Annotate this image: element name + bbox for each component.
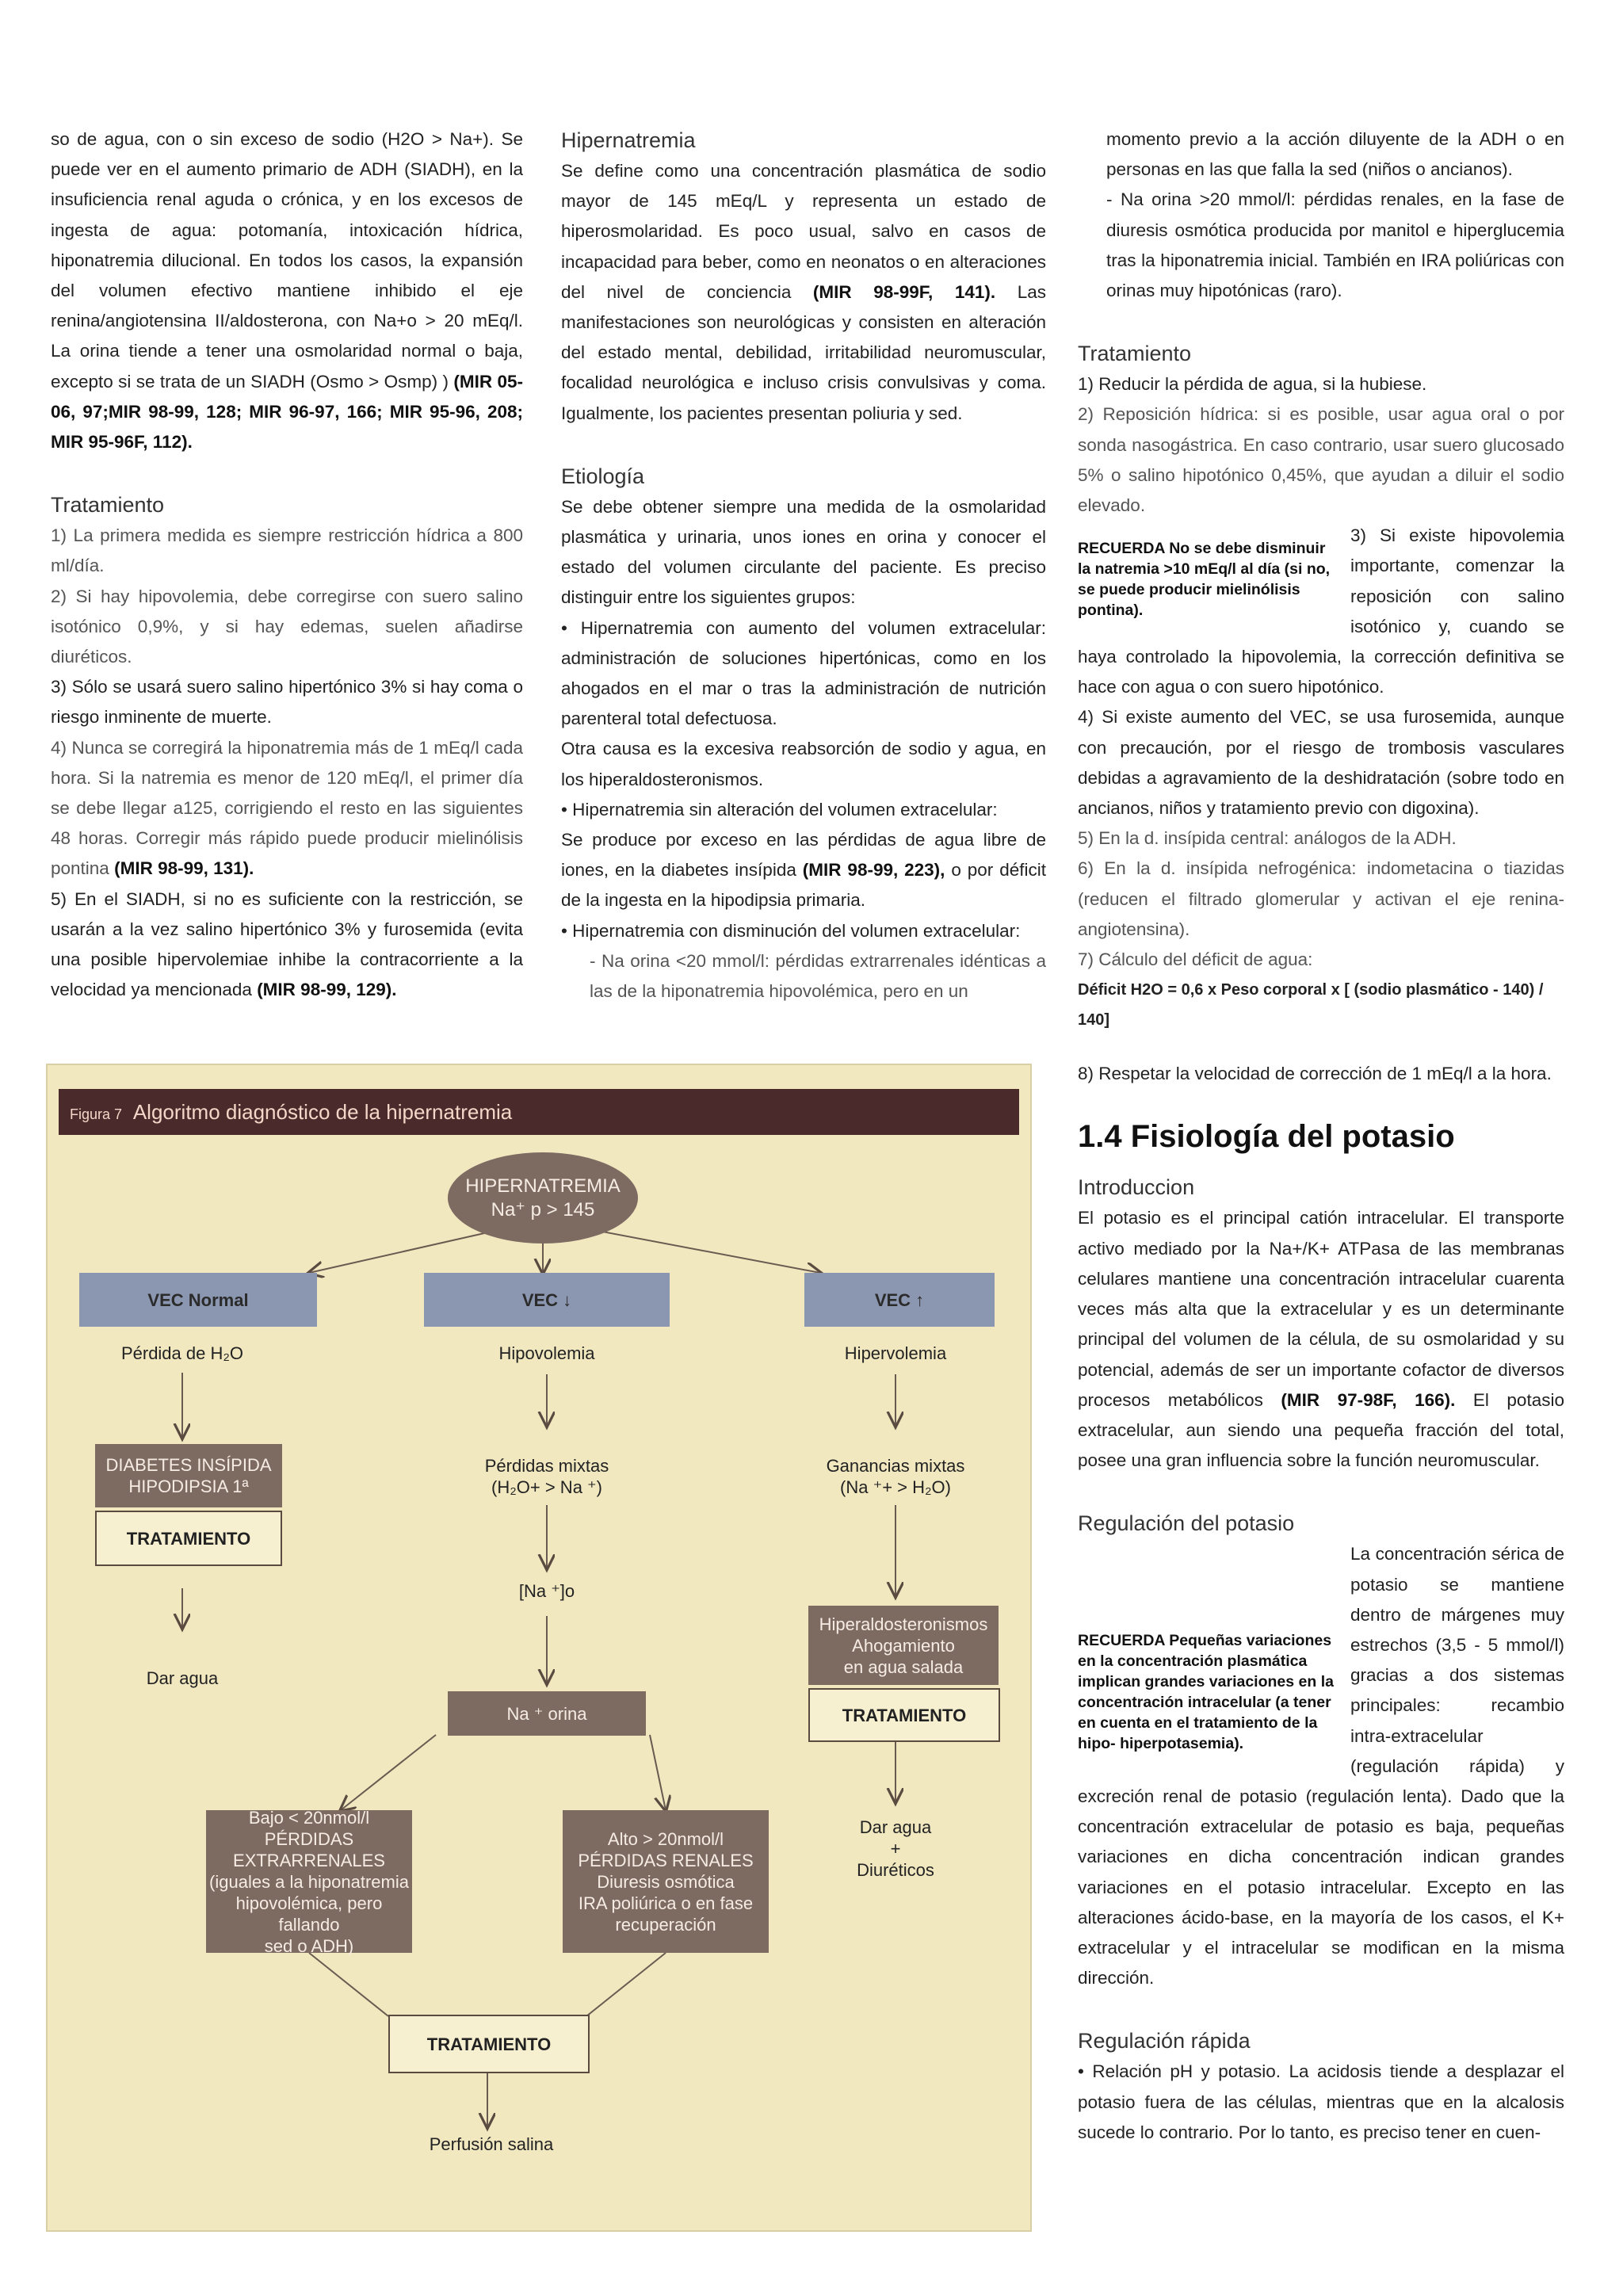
- paragraph: - Na orina <20 mmol/l: pérdidas extrarrenales idénticas a las de la hiponatremia hipovolémica, pero en un: [590, 950, 1046, 1002]
- paragraph: • Relación pH y potasio. La acidosis tiende a desplazar el potasio fuera de las células, mientras que en la alcalosis sucede lo contrario. Por lo tanto, es preciso tener en cuen-: [1078, 2061, 1564, 2142]
- node-na-orina: Na ⁺ orina: [448, 1691, 646, 1736]
- node-text: DIABETES INSÍPIDA: [105, 1455, 272, 1475]
- paragraph: - Na orina >20 mmol/l: pérdidas renales, en la fase de diuresis osmótica producida por manitol e hiperglucemia tras la hiponatremia inicial. También en IRA poliúricas con orinas muy hipotónicas (raro).: [1106, 189, 1564, 301]
- node-text: Dar agua: [859, 1817, 932, 1837]
- section-heading-hipernatremia: Hipernatremia: [561, 128, 696, 152]
- paragraph: 1) Reducir la pérdida de agua, si la hubiese.: [1078, 374, 1427, 395]
- node-diabetes-insipida: [95, 1444, 282, 1507]
- section-heading-etiologia: Etiología: [561, 464, 645, 488]
- node-vec-normal: VEC Normal: [79, 1273, 317, 1327]
- formula: Déficit H2O = 0,6 x Peso corporal x [ (sodio plasmático - 140) / 140]: [1078, 981, 1544, 1030]
- paragraph: 4) Nunca se corregirá la hiponatremia más de 1 mEq/l cada hora. Si la natremia es menor de 120 mEq/l, el primer día se debe llegar a125, corrigiendo el resto en las siguientes 48 horas. Corregir más rápido puede producir mielinólisis pontina (MIR 98-99, 131).: [51, 737, 523, 879]
- recuerda-box: RECUERDA No se debe disminuir la natremia >10 mEq/l al día (si no, se puede producir mielinólisis pontina).: [1078, 540, 1331, 620]
- node-vec-up: VEC ↑: [804, 1273, 995, 1327]
- paragraph: 6) En la d. insípida nefrogénica: indometacina o tiazidas (reducen el filtrado glomerular y activan el eje renina-angiotensina).: [1078, 858, 1564, 939]
- node-text: Diuréticos: [857, 1860, 934, 1880]
- column-2: [561, 124, 1046, 1007]
- recuerda-wrap: [1078, 521, 1564, 702]
- node-text: Pérdidas mixtas: [484, 1456, 609, 1476]
- node-text: Na⁺ p > 145: [491, 1198, 595, 1221]
- citation: (MIR 05-06, 97;MIR 98-99, 128; MIR 96-97, 166; MIR 95-96, 208; MIR 95-96F, 112).: [51, 371, 523, 453]
- citation: (MIR 98-99, 129).: [257, 980, 397, 1000]
- node-tratamiento-2: TRATAMIENTO: [388, 2015, 590, 2073]
- node-text: Alto > 20nmol/l: [607, 1828, 724, 1849]
- paragraph: 3) Si existe hipovolemia importante, comenzar la reposición con salino isotónico y, cuando se haya controlado la hipovolemia, la corrección definitiva se hace con agua o con suero hipotónico.: [1078, 525, 1564, 697]
- node-text: IRA poliúrica o en fase: [578, 1893, 754, 1913]
- paragraph: 1) La primera medida es siempre restricción hídrica a 800 ml/día.: [51, 525, 523, 576]
- node-text: (iguales a la hiponatremia: [209, 1871, 409, 1892]
- column-1: [51, 124, 523, 1005]
- node-text: HIPERNATREMIA: [465, 1175, 621, 1197]
- recuerda-box: RECUERDA Pequeñas variaciones en la concentración plasmática implican grandes variaciones en la concentración intracelular (a tener en cuenta en el tratamiento de la hipo- hiperpotasemia).: [1078, 1632, 1334, 1753]
- paragraph: so de agua, con o sin exceso de sodio (H2O > Na+). Se puede ver en el aumento primario de ADH (SIADH), en la insuficiencia renal aguda o crónica, y en los excesos de ingesta de agua: potomanía, intoxicación hídrica, hiponatremia dilucional. En todos los casos, la expansión del volumen efectivo mantiene inhibido el eje renina/angiotensina II/aldosterona, con Na+o > 20 mEq/l. La orina tiende a tener una osmolaridad normal o baja, excepto si se trata de un SIADH (Osmo > Osmp) ) (MIR 05-06, 97;MIR 98-99, 128; MIR 96-97, 166; MIR 95-96, 208; MIR 95-96F, 112).: [51, 129, 523, 453]
- node-dar-agua: Dar agua: [146, 1668, 219, 1688]
- paragraph: El potasio es el principal catión intracelular. El transporte activo mediado por la Na+/K+ ATPasa de las membranas celulares mantiene una concentración intracelular cuarenta veces más alta que la extracelular y es un determinante principal del volumen de la célula, de su osmolaridad y su potencial, además de ser un importante cofactor de diversos procesos metabólicos (MIR 97-98F, 166). El potasio extracelular, aun siendo una pequeña fracción del total, posee una gran influencia sobre la función neuromuscular.: [1078, 1208, 1564, 1471]
- paragraph: Otra causa es la excesiva reabsorción de sodio y agua, en los hiperaldosteronismos.: [561, 739, 1046, 789]
- node-text: Ahogamiento: [852, 1635, 955, 1656]
- citation: (MIR 98-99F, 141).: [812, 281, 996, 302]
- paragraph: 2) Reposición hídrica: si es posible, usar agua oral o por sonda nasogástrica. En caso contrario, usar suero glucosado 5% o salino hipotónico 0,45%, que ayudan a diluir el sodio elevado.: [1078, 404, 1564, 516]
- figure-algorithm: [46, 1064, 1032, 2232]
- node-hiperaldosteronismos: [808, 1606, 999, 1685]
- node-tratamiento-1: TRATAMIENTO: [95, 1511, 282, 1566]
- node-perfusion-salina: Perfusión salina: [429, 2134, 554, 2154]
- node-text: sed o ADH): [264, 1935, 354, 1956]
- node-na-o: [Na ⁺]o: [518, 1581, 575, 1601]
- paragraph: momento previo a la acción diluyente de la ADH o en personas en las que falla la sed (niños o ancianos).: [1106, 129, 1564, 180]
- node-perdidas-renales: [563, 1810, 769, 1953]
- node-text: PÉRDIDAS RENALES: [578, 1850, 754, 1870]
- paragraph: Se debe obtener siempre una medida de la osmolaridad plasmática y urinaria, unos iones en orina y conocer el estado del volumen circulante del paciente. Es preciso distinguir entre los siguientes grupos:: [561, 496, 1046, 608]
- node-text: Bajo < 20nmol/l: [248, 1807, 370, 1828]
- node-perdidas-extrarrenales: [206, 1807, 412, 1956]
- chapter-heading: 1.4 Fisiología del potasio: [1078, 1119, 1455, 1155]
- node-text: +: [890, 1839, 901, 1859]
- paragraph: RECUERDA Pequeñas variaciones en la concentración plasmática implican grandes variaciones en la concentración intracelular (a tener en cuenta en el tratamiento de la hipo- hiperpotasemia). La concentración sérica de potasio se mantiene dentro de márgenes muy estrechos (3,5 - 5 mmol/l) gracias a dos sistemas principales: recambio intra-extracelular (regulación rápida) y excreción renal de potasio (regulación lenta). Dado que la concentración extracelular de potasio es baja, pequeñas variaciones en dicha concentración indican grandes variaciones en el potasio intracelular. Excepto en las alteraciones ácido-base, en la mayoría de los casos, el K+ extracelular y el intracelular se modifican en la misma dirección.: [1078, 1544, 1564, 1988]
- paragraph: Se produce por exceso en las pérdidas de agua libre de iones, en la diabetes insípida (MIR 98-99, 223), o por déficit de la ingesta en la hipodipsia primaria.: [561, 830, 1046, 911]
- section-heading-regulacion: Regulación del potasio: [1078, 1511, 1295, 1536]
- node-text: PÉRDIDAS EXTRARRENALES: [233, 1828, 385, 1870]
- paragraph: 5) En el SIADH, si no es suficiente con la restricción, se usarán a la vez salino hipertónico 3% y furosemida (evita una posible hipervolemiae inhibe la contracorriente a la velocidad ya mencionada (MIR 98-99, 129).: [51, 888, 523, 1000]
- recuerda-wrap: [1078, 1539, 1564, 1993]
- node-hipovolemia: Hipovolemia: [498, 1343, 595, 1363]
- section-heading-regulacion-rapida: Regulación rápida: [1078, 2029, 1251, 2053]
- node-text: (Na ⁺+ > H₂O): [840, 1477, 951, 1497]
- citation: (MIR 98-99, 131).: [114, 858, 254, 879]
- node-vec-down: VEC ↓: [424, 1273, 670, 1327]
- paragraph: 5) En la d. insípida central: análogos de la ADH.: [1078, 828, 1457, 849]
- column-3: [1078, 124, 1564, 2148]
- section-heading-tratamiento: Tratamiento: [1078, 342, 1192, 366]
- node-text: HIPODIPSIA 1ª: [128, 1477, 249, 1496]
- node-text: (H₂O+ > Na ⁺): [491, 1477, 602, 1497]
- paragraph: • Hipernatremia con aumento del volumen extracelular: administración de soluciones hipertónicas, como en los ahogados en el mar o tras la administración de nutrición parenteral total defectuosa.: [561, 617, 1046, 729]
- paragraph: 7) Cálculo del déficit de agua:: [1078, 949, 1313, 970]
- node-text: Hiperaldosteronismos: [819, 1614, 988, 1634]
- node-perdidas-mixtas: [460, 1455, 634, 1498]
- figure-title: Algoritmo diagnóstico de la hipernatremia: [132, 1100, 513, 1124]
- paragraph: 3) Sólo se usará suero salino hipertónico 3% si hay coma o riesgo inminente de muerte.: [51, 677, 523, 728]
- node-text: en agua salada: [843, 1656, 964, 1677]
- paragraph: 4) Si existe aumento del VEC, se usa furosemida, aunque con precaución, por el riesgo de trombosis vasculares debidas a agravamiento de la deshidratación (sobre todo en ancianos, niños y tratamiento previo con digoxina).: [1078, 707, 1564, 819]
- section-heading-tratamiento: Tratamiento: [51, 493, 165, 518]
- paragraph: • Hipernatremia con disminución del volumen extracelular:: [561, 920, 1021, 941]
- node-text: Diuresis osmótica: [597, 1871, 735, 1892]
- node-ganancias-mixtas: [808, 1455, 983, 1498]
- citation: (MIR 98-99, 223),: [802, 860, 945, 881]
- figure-label: Figura 7: [70, 1106, 123, 1122]
- paragraph: 8) Respetar la velocidad de corrección de 1 mEq/l a la hora.: [1078, 1064, 1552, 1084]
- paragraph: 2) Si hay hipovolemia, debe corregirse con suero salino isotónico 0,9%, y si hay edemas, suelen añadirse diuréticos.: [51, 586, 523, 667]
- node-dar-agua-diureticos: [824, 1817, 967, 1881]
- citation: (MIR 97-98F, 166).: [1281, 1389, 1456, 1410]
- section-heading-introduccion: Introduccion: [1078, 1175, 1195, 1200]
- paragraph: Se define como una concentración plasmática de sodio mayor de 145 mEq/L y representa un estado de hiperosmolaridad. Es poco usual, salvo en casos de incapacidad para beber, como en neonatos o en alteraciones del nivel de conciencia (MIR 98-99F, 141). Las manifestaciones son neurológicas y consisten en alteración del estado mental, debilidad, irritabilidad neuromuscular, focalidad neurológica e incluso crisis convulsivas y coma. Igualmente, los pacientes presentan poliuria y sed.: [561, 161, 1046, 423]
- node-text: hipovolémica, pero fallando: [235, 1893, 383, 1935]
- node-hipervolemia: Hipervolemia: [844, 1343, 947, 1363]
- node-text: Ganancias mixtas: [826, 1456, 965, 1476]
- node-perdida-h2o: Pérdida de H₂O: [120, 1343, 244, 1363]
- node-hipernatremia: [448, 1152, 638, 1244]
- node-tratamiento-3: TRATAMIENTO: [808, 1688, 1000, 1742]
- node-text: recuperación: [615, 1914, 716, 1935]
- paragraph: • Hipernatremia sin alteración del volumen extracelular:: [561, 799, 998, 819]
